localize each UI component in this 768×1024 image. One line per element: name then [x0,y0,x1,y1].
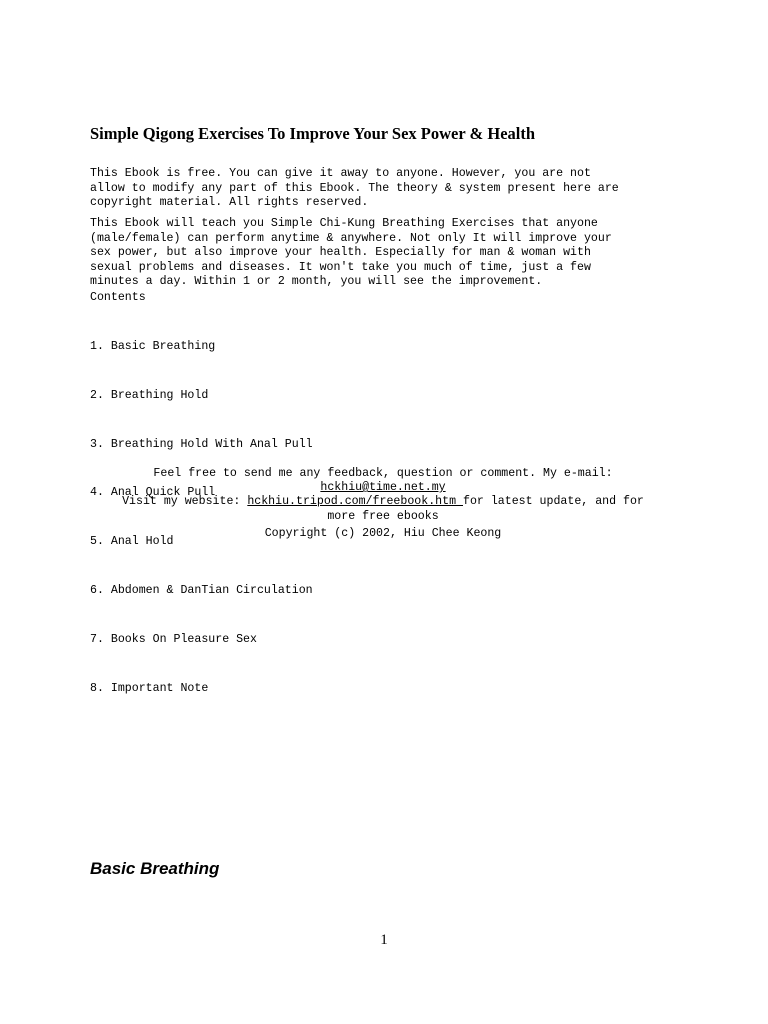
website-line [90,495,676,510]
contents-heading: Contents [90,291,146,304]
toc-item-breathing-hold: 2. Breathing Hold [90,388,209,402]
intro-paragraph: This Ebook will teach you Simple Chi-Kung Breathing Exercises that anyone (male/female) can perform anytime & anywhere. Not only It will improve your sex power, but also improve your health. Especially for man & woman with sexual problems and diseases. It won't take you much of time, just a few minutes a day. Within 1 or 2 month, you will see the improvement. [90,217,612,288]
toc-item-basic-breathing: 1. Basic Breathing [90,340,216,353]
toc-item-anal-hold: 5. Anal Hold [90,535,174,549]
website-line-2: more free ebooks [327,510,439,523]
copyright-text: Copyright (c) 2002, Hiu Chee Keong [264,527,502,540]
toc-item-important-note: 8. Important Note [90,681,209,695]
website-prefix: Visit my website: [122,495,248,508]
toc-item-books-pleasure-sex: 7. Books On Pleasure Sex [90,632,257,646]
page-number: 1 [380,932,388,948]
feedback-text: Feel free to send me any feedback, question or comment. My e-mail: [153,467,613,480]
document-title: Simple Qigong Exercises To Improve Your Sex Power & Health [90,124,536,143]
feedback-email-line [90,481,676,496]
email-link[interactable]: hckhiu@time.net.my [320,481,446,494]
website-link[interactable]: hckhiu.tripod.com/freebook.htm [247,495,463,508]
section-heading: Basic Breathing [90,859,220,878]
license-paragraph: This Ebook is free. You can give it away to anyone. However, you are not allow to modify any part of this Ebook. The theory & system present here are copyright material. All rights reserved. [90,167,619,209]
toc-item-breathing-hold-anal-pull: 3. Breathing Hold With Anal Pull [90,437,313,451]
toc-item-abdomen-dantian: 6. Abdomen & DanTian Circulation [90,583,313,597]
website-suffix: for latest update, and for [463,495,644,508]
toc-item-anal-quick-pull: 4. Anal Quick Pull [90,486,216,500]
